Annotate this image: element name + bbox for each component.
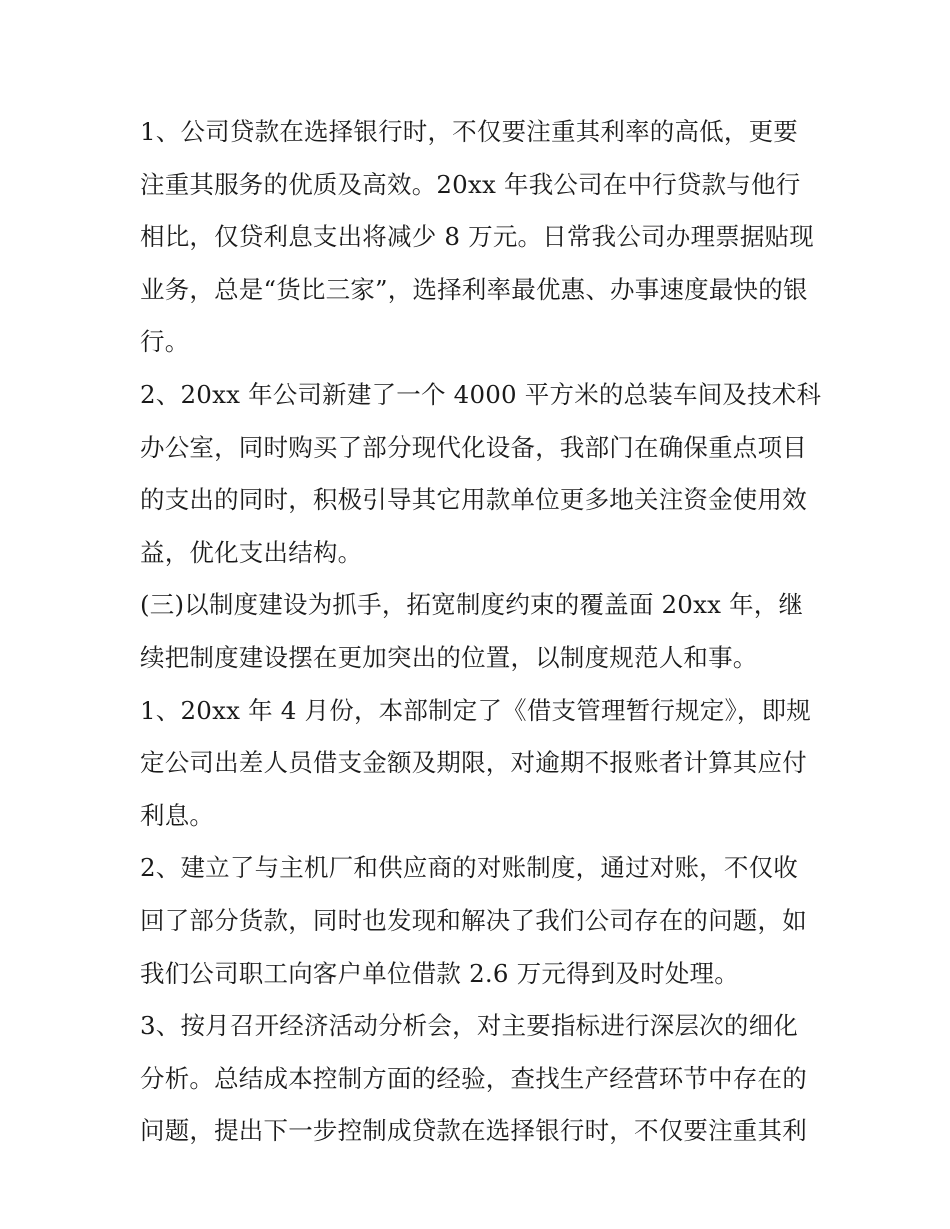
text-line: 利息。 xyxy=(140,800,215,830)
text-line: 2、建立了与主机厂和供应商的对账制度，通过对账，不仅收 xyxy=(140,853,798,883)
text-line: 1、20xx 年 4 月份，本部制定了《借支管理暂行规定》，即规 xyxy=(140,695,811,725)
text-line: 益，优化支出结构。 xyxy=(140,537,363,567)
text-line: 3、按月召开经济活动分析会，对主要指标进行深层次的细化 xyxy=(140,1011,798,1041)
text-line: 2、20xx 年公司新建了一个 4000 平方米的总装车间及技术科 xyxy=(140,379,822,409)
text-line: (三)以制度建设为抓手，拓宽制度约束的覆盖面 20xx 年，继 xyxy=(140,590,804,620)
text-line: 1、公司贷款在选择银行时，不仅要注重其利率的高低，更要 xyxy=(140,117,798,146)
text-line: 相比，仅贷利息支出将减少 8 万元。日常我公司办理票据贴现 xyxy=(140,222,814,252)
text-line: 问题，提出下一步控制成贷款在选择银行时，不仅要注重其利 xyxy=(140,1116,807,1146)
text-line: 分析。总结成本控制方面的经验，查找生产经营环节中存在的 xyxy=(140,1063,807,1093)
text-line: 注重其服务的优质及高效。20xx 年我公司在中行贷款与他行 xyxy=(140,169,801,199)
text-line: 我们公司职工向客户单位借款 2.6 万元得到及时处理。 xyxy=(140,958,739,988)
text-line: 业务，总是“货比三家”，选择利率最优惠、办事速度最快的银 xyxy=(140,274,808,304)
text-line: 的支出的同时，积极引导其它用款单位更多地关注资金使用效 xyxy=(140,485,807,515)
text-line: 办公室，同时购买了部分现代化设备，我部门在确保重点项目 xyxy=(140,432,807,462)
text-line: 续把制度建设摆在更加突出的位置，以制度规范人和事。 xyxy=(140,642,758,672)
text-line: 回了部分货款，同时也发现和解决了我们公司存在的问题，如 xyxy=(140,905,807,935)
document-body xyxy=(140,106,820,1158)
text-line: 定公司出差人员借支金额及期限，对逾期不报账者计算其应付 xyxy=(140,748,807,778)
text-line: 行。 xyxy=(140,327,190,357)
